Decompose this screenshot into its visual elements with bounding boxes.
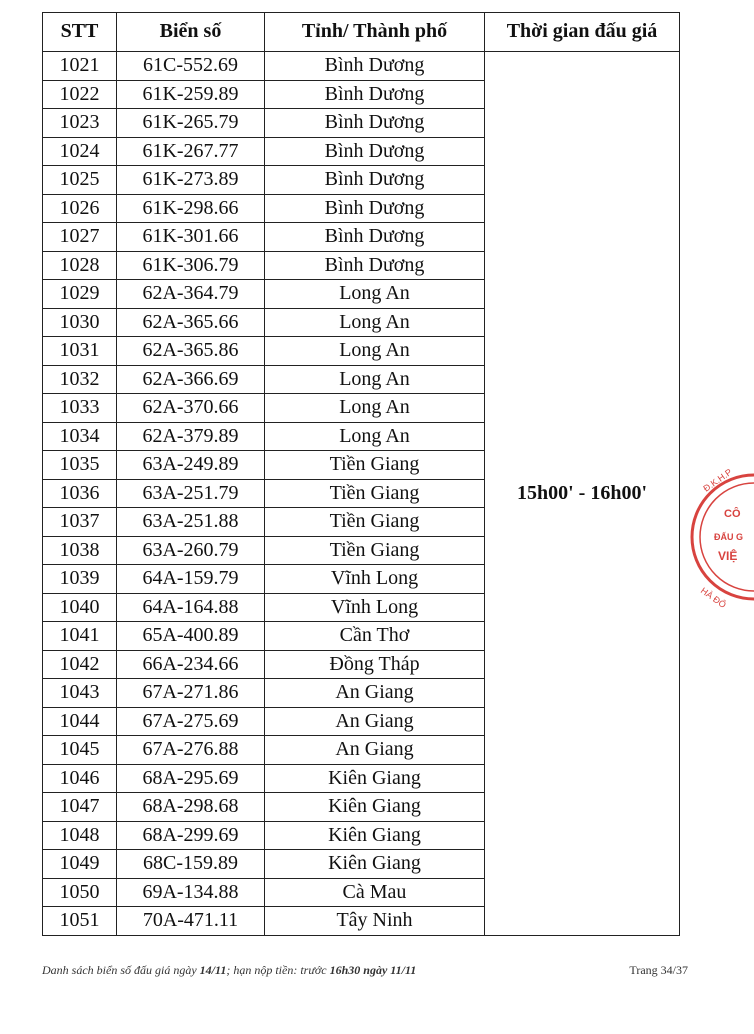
cell-province: Bình Dương: [265, 80, 485, 109]
cell-stt: 1049: [43, 850, 117, 879]
cell-province: Bình Dương: [265, 223, 485, 252]
cell-plate-number: 70A-471.11: [117, 907, 265, 936]
official-stamp: [684, 462, 754, 612]
table-body: [43, 52, 680, 936]
cell-province: Tiền Giang: [265, 451, 485, 480]
cell-plate-number: 62A-365.66: [117, 308, 265, 337]
cell-stt: 1047: [43, 793, 117, 822]
cell-plate-number: 62A-379.89: [117, 422, 265, 451]
cell-plate-number: 63A-251.79: [117, 479, 265, 508]
cell-stt: 1022: [43, 80, 117, 109]
cell-stt: 1024: [43, 137, 117, 166]
cell-province: An Giang: [265, 679, 485, 708]
cell-province: Vĩnh Long: [265, 565, 485, 594]
cell-province: Đồng Tháp: [265, 650, 485, 679]
cell-stt: 1041: [43, 622, 117, 651]
cell-province: Bình Dương: [265, 52, 485, 81]
cell-stt: 1023: [43, 109, 117, 138]
cell-plate-number: 68A-295.69: [117, 764, 265, 793]
cell-province: Cần Thơ: [265, 622, 485, 651]
page-number: Trang 34/37: [629, 963, 688, 977]
cell-province: Bình Dương: [265, 137, 485, 166]
table-header-row: [43, 13, 680, 52]
cell-province: Bình Dương: [265, 166, 485, 195]
cell-plate-number: 62A-365.86: [117, 337, 265, 366]
cell-province: Bình Dương: [265, 109, 485, 138]
cell-province: Long An: [265, 422, 485, 451]
cell-stt: 1051: [43, 907, 117, 936]
cell-stt: 1034: [43, 422, 117, 451]
cell-stt: 1046: [43, 764, 117, 793]
cell-stt: 1045: [43, 736, 117, 765]
cell-province: Kiên Giang: [265, 821, 485, 850]
cell-province: Bình Dương: [265, 194, 485, 223]
cell-stt: 1038: [43, 536, 117, 565]
svg-text:VIỆ: VIỆ: [718, 549, 738, 563]
cell-province: Kiên Giang: [265, 764, 485, 793]
cell-stt: 1048: [43, 821, 117, 850]
cell-stt: 1033: [43, 394, 117, 423]
cell-plate-number: 67A-271.86: [117, 679, 265, 708]
footer-auction-date: 14/11: [199, 963, 227, 977]
cell-plate-number: 66A-234.66: [117, 650, 265, 679]
cell-plate-number: 65A-400.89: [117, 622, 265, 651]
cell-stt: 1042: [43, 650, 117, 679]
cell-plate-number: 61K-301.66: [117, 223, 265, 252]
svg-text:HÀ ĐÔ: HÀ ĐÔ: [698, 585, 728, 610]
cell-province: Bình Dương: [265, 251, 485, 280]
cell-stt: 1026: [43, 194, 117, 223]
cell-province: Long An: [265, 337, 485, 366]
cell-province: An Giang: [265, 707, 485, 736]
cell-plate-number: 62A-364.79: [117, 280, 265, 309]
header-plate-number: Biển số: [117, 13, 265, 52]
cell-plate-number: 61K-267.77: [117, 137, 265, 166]
cell-plate-number: 67A-276.88: [117, 736, 265, 765]
cell-stt: 1044: [43, 707, 117, 736]
footer-middle: ; hạn nộp tiền: trước: [226, 963, 330, 977]
plate-auction-table: [42, 12, 680, 936]
cell-plate-number: 61K-298.66: [117, 194, 265, 223]
cell-province: Cà Mau: [265, 878, 485, 907]
cell-plate-number: 62A-370.66: [117, 394, 265, 423]
cell-stt: 1050: [43, 878, 117, 907]
table-row: [43, 52, 680, 81]
cell-auction-time: 15h00' - 16h00': [485, 52, 680, 936]
cell-province: Tiền Giang: [265, 536, 485, 565]
footer-note: [42, 963, 416, 978]
cell-province: Kiên Giang: [265, 850, 485, 879]
header-auction-time: Thời gian đấu giá: [485, 13, 680, 52]
svg-text:Đ.K.H.P: Đ.K.H.P: [701, 466, 734, 494]
cell-stt: 1039: [43, 565, 117, 594]
cell-plate-number: 61K-306.79: [117, 251, 265, 280]
cell-stt: 1021: [43, 52, 117, 81]
cell-stt: 1030: [43, 308, 117, 337]
cell-plate-number: 63A-260.79: [117, 536, 265, 565]
cell-province: Long An: [265, 308, 485, 337]
cell-province: Vĩnh Long: [265, 593, 485, 622]
cell-stt: 1035: [43, 451, 117, 480]
cell-plate-number: 61K-265.79: [117, 109, 265, 138]
cell-stt: 1040: [43, 593, 117, 622]
header-stt: STT: [43, 13, 117, 52]
cell-plate-number: 68C-159.89: [117, 850, 265, 879]
footer-deadline: 16h30 ngày 11/11: [329, 963, 417, 977]
footer-prefix: Danh sách biển số đấu giá ngày: [42, 963, 200, 977]
cell-province: Tây Ninh: [265, 907, 485, 936]
cell-province: Tiền Giang: [265, 479, 485, 508]
cell-plate-number: 67A-275.69: [117, 707, 265, 736]
cell-plate-number: 61K-259.89: [117, 80, 265, 109]
cell-plate-number: 63A-249.89: [117, 451, 265, 480]
cell-plate-number: 62A-366.69: [117, 365, 265, 394]
cell-plate-number: 69A-134.88: [117, 878, 265, 907]
cell-stt: 1029: [43, 280, 117, 309]
svg-text:ĐẤU G: ĐẤU G: [714, 532, 743, 542]
cell-province: Kiên Giang: [265, 793, 485, 822]
cell-stt: 1028: [43, 251, 117, 280]
cell-stt: 1036: [43, 479, 117, 508]
page-footer: [42, 963, 688, 978]
cell-plate-number: 61K-273.89: [117, 166, 265, 195]
cell-stt: 1027: [43, 223, 117, 252]
cell-plate-number: 68A-299.69: [117, 821, 265, 850]
cell-plate-number: 68A-298.68: [117, 793, 265, 822]
cell-province: An Giang: [265, 736, 485, 765]
cell-province: Long An: [265, 365, 485, 394]
cell-stt: 1025: [43, 166, 117, 195]
cell-province: Long An: [265, 394, 485, 423]
cell-province: Long An: [265, 280, 485, 309]
cell-stt: 1031: [43, 337, 117, 366]
cell-stt: 1032: [43, 365, 117, 394]
cell-plate-number: 63A-251.88: [117, 508, 265, 537]
cell-plate-number: 64A-159.79: [117, 565, 265, 594]
cell-stt: 1043: [43, 679, 117, 708]
svg-text:CÔ: CÔ: [724, 508, 741, 520]
cell-stt: 1037: [43, 508, 117, 537]
cell-plate-number: 61C-552.69: [117, 52, 265, 81]
header-province: Tỉnh/ Thành phố: [265, 13, 485, 52]
cell-province: Tiền Giang: [265, 508, 485, 537]
cell-plate-number: 64A-164.88: [117, 593, 265, 622]
